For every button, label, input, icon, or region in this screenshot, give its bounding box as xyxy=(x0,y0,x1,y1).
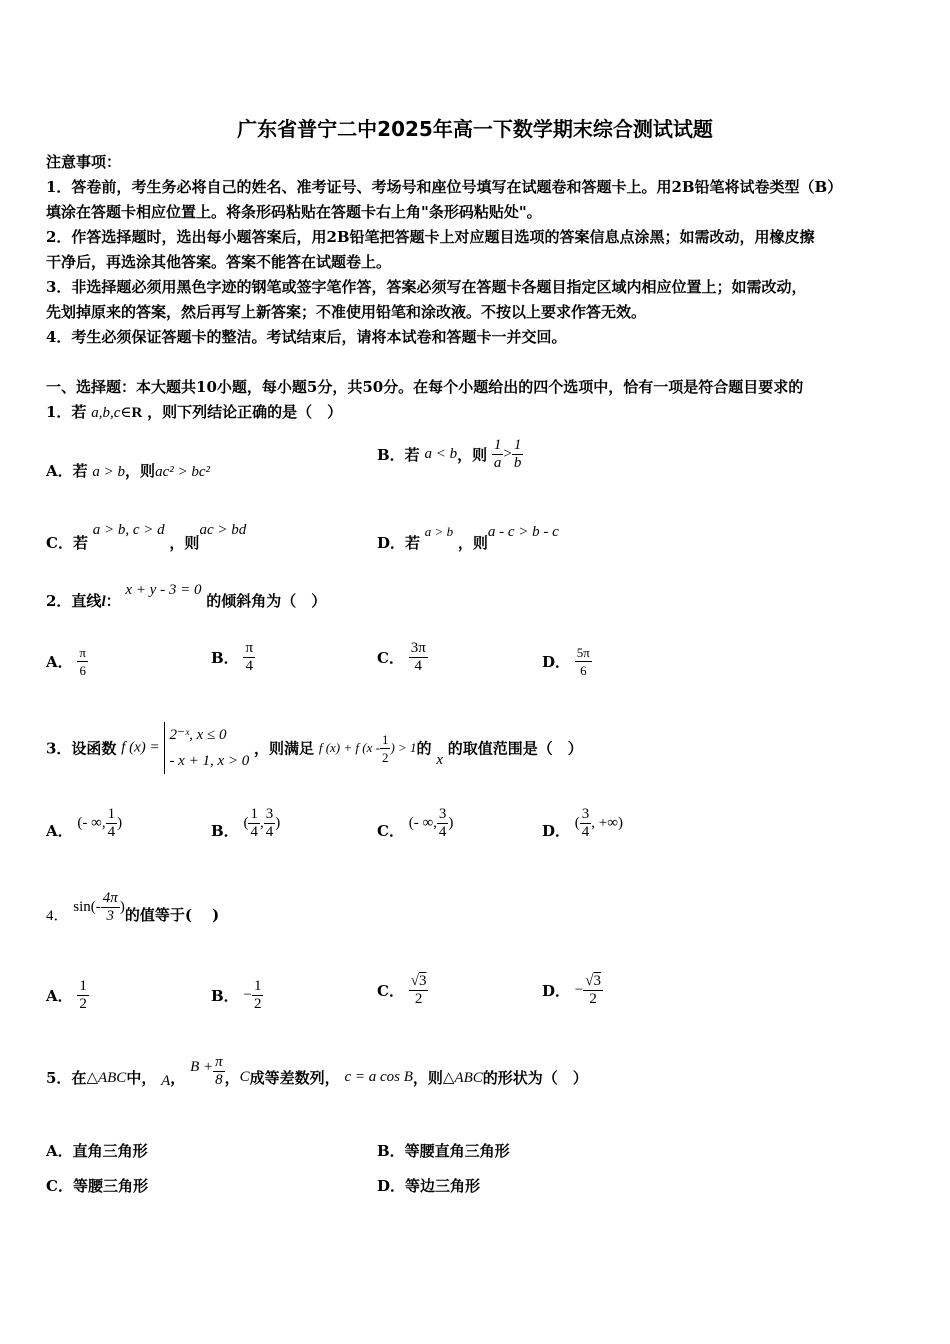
q1-b-mid: ，则 xyxy=(457,446,488,464)
q4-option-a[interactable] xyxy=(46,978,89,1013)
q2-equation: x + y - 3 = 0 xyxy=(125,582,202,598)
notice-item1-line1: 1．答卷前，考生务必将自己的姓名、准考证号、考场号和座位号填写在试题卷和答题卡上。用2B铅笔将试卷类型（B） xyxy=(46,178,843,196)
q4-b-minus: − xyxy=(243,987,252,1003)
notice-heading: 注意事项： xyxy=(46,153,122,171)
q3-b-label: B． xyxy=(211,822,239,840)
q2-b-label: B． xyxy=(211,649,239,667)
q5-A: A xyxy=(161,1073,171,1089)
q4-d-minus: − xyxy=(574,982,584,998)
notice-item2-line2: 干净后，再选涂其他答案。答案不能答在试题卷上。 xyxy=(46,253,392,271)
q1-a-cond: a > b xyxy=(92,464,126,480)
q2-d-frac: $\frac{5\pi}{6}$ xyxy=(576,645,590,678)
q3-mid: ，则满足 xyxy=(254,739,315,758)
q2-d-label: D． xyxy=(542,653,571,671)
q5-tail: 的形状为（ ） xyxy=(482,1069,588,1087)
q3-a-frac: $\frac{1}{4}$ xyxy=(107,806,116,840)
question-5 xyxy=(46,1054,588,1095)
q4-a-frac: $\frac{1}{2}$ xyxy=(79,978,87,1012)
q5-seq: 成等差数列， xyxy=(249,1069,340,1087)
q3-num: 3．设函数 xyxy=(46,739,117,758)
q2-option-a[interactable] xyxy=(46,644,88,679)
q4-frac: $\frac{4\pi}{3}$ xyxy=(102,890,118,924)
q1-b-frac-right: $\frac{1}{b}$ xyxy=(513,437,522,471)
q4-a-label: A． xyxy=(46,987,73,1005)
q3-tail: 的取值范围是（ ） xyxy=(447,739,583,758)
q5-option-b[interactable]: B．等腰直角三角形 xyxy=(377,1142,510,1160)
notice-item3-line1: 3．非选择题必须用黑色字迹的钢笔或签字笔作答，答案必须写在答题卡各题目指定区域内相应位置上；如需改动， xyxy=(46,278,807,296)
notice-item4: 4．考生必须保证答题卡的整洁。考试结束后，请将本试卷和答题卡一并交回。 xyxy=(46,328,567,346)
q4-tail: 的值等于( ) xyxy=(124,906,220,924)
page-title: 广东省普宁二中2025年高一下数学期末综合测试试题 xyxy=(237,117,713,141)
q3-option-a[interactable]: A． (- ∞, $\frac{1}{4}$ ) xyxy=(46,806,123,840)
question-2 xyxy=(46,582,327,611)
q4-c-label: C． xyxy=(377,982,404,1000)
question-4: 4． sin(- $\frac{4\pi}{3}$ )的值等于( ) xyxy=(46,890,220,924)
q3-option-b[interactable]: B． ( $\frac{1}{4}$ , $\frac{3}{4}$ ) xyxy=(211,806,281,840)
q3-piecewise: 2⁻ˣ, x ≤ 0 - x + 1, x > 0 xyxy=(164,722,249,774)
q2-c-frac: $\frac{3\pi}{4}$ xyxy=(410,640,426,674)
q5-C: C xyxy=(239,1069,250,1085)
q1-c-label: C．若 xyxy=(46,534,88,552)
question-1 xyxy=(46,401,342,422)
q1-d-result: a - c > b - c xyxy=(487,524,559,540)
q5-B: B + xyxy=(190,1059,214,1075)
q3-x: x xyxy=(436,751,444,768)
q5-option-d[interactable]: D．等边三角形 xyxy=(377,1177,481,1195)
q1-d-cond: a > b xyxy=(424,524,454,539)
q1-option-c[interactable] xyxy=(46,518,247,552)
q2-l: l xyxy=(101,594,106,610)
q2-c-label: C． xyxy=(377,649,404,667)
q3-option-d[interactable]: D． ( $\frac{3}{4}$ , +∞) xyxy=(542,806,623,840)
q3-option-c[interactable]: C． (- ∞, $\frac{3}{4}$ ) xyxy=(377,806,454,840)
q1-c-mid: ，则 xyxy=(169,534,200,552)
q5-option-a[interactable]: A．直角三角形 xyxy=(46,1142,148,1160)
q1-b-frac-left: $\frac{1}{a}$ xyxy=(493,437,502,471)
q1-c-result: ac > bd xyxy=(199,522,247,538)
q2-a-frac: $\frac{\pi}{6}$ xyxy=(79,645,86,678)
q5-equation: c = a cos B xyxy=(344,1069,413,1085)
q4-num: 4． xyxy=(46,908,69,924)
q4-option-c[interactable] xyxy=(377,973,428,1008)
q4-b-label: B． xyxy=(211,987,239,1005)
q3-c-label: C． xyxy=(377,822,404,840)
question-3 xyxy=(46,722,583,774)
q1-cond: a,b,c∈ xyxy=(91,405,132,421)
q4-expr: sin(- xyxy=(73,899,101,915)
q1-R: R xyxy=(131,405,143,421)
q5-then: ，则 xyxy=(412,1069,443,1087)
q3-inequality-end: ) > 1 xyxy=(390,740,417,755)
q2-num: 2．直线 xyxy=(46,592,102,610)
q1-a-result: ac² > bc² xyxy=(155,464,210,480)
q1-a-label: A．若 xyxy=(46,462,88,480)
notice-item2-line1: 2．作答选择题时，选出每小题答案后，用2B铅笔把答题卡上对应题目选项的答案信息点涂黑；如需改动，用橡皮擦 xyxy=(46,228,815,246)
q1-num: 1．若 xyxy=(46,403,87,421)
q2-tail: 的倾斜角为（ ） xyxy=(206,592,327,610)
q5-triangle: △ABC xyxy=(86,1070,127,1086)
q1-option-b[interactable]: B．若 a < b，则 $\frac{1}{a}$ > $\frac{1}{b}$ xyxy=(377,437,522,471)
q5-option-c[interactable]: C．等腰三角形 xyxy=(46,1177,148,1195)
q4-option-b[interactable] xyxy=(211,978,263,1013)
q2-b-frac: $\frac{\pi}{4}$ xyxy=(245,640,254,674)
q2-option-d[interactable] xyxy=(542,644,592,679)
q5-comma2: ， xyxy=(224,1069,240,1087)
q3-de: 的 xyxy=(416,739,432,758)
q5-comma1: ， xyxy=(170,1069,186,1087)
q5-num: 5．在 xyxy=(46,1069,87,1087)
q4-d-frac: $\frac{√3}{2}$ xyxy=(585,973,601,1007)
q3-inequality: f (x) + f (x - xyxy=(318,740,380,755)
q2-option-c[interactable] xyxy=(377,640,428,675)
q1-c-cond: a > b, c > d xyxy=(92,522,165,538)
q1-tail: ，则下列结论正确的是（ ） xyxy=(147,403,343,421)
q1-d-label: D．若 xyxy=(377,534,421,552)
q5-triangle-2: △ABC xyxy=(442,1070,483,1086)
q3-d-label: D． xyxy=(542,822,571,840)
q1-b-label: B．若 xyxy=(377,446,420,464)
q1-a-mid: ，则 xyxy=(125,462,156,480)
q5-zhong: 中， xyxy=(126,1069,157,1087)
q4-d-label: D． xyxy=(542,982,571,1000)
q2-colon: ： xyxy=(105,592,121,610)
q4-option-d[interactable] xyxy=(542,973,603,1008)
q1-option-a[interactable] xyxy=(46,460,210,481)
q1-option-d[interactable] xyxy=(377,520,559,552)
notice-item1-line2: 填涂在答题卡相应位置上。将条形码粘贴在答题卡右上角"条形码粘贴处"。 xyxy=(46,203,542,221)
q1-b-cond: a < b xyxy=(424,446,458,462)
q4-b-frac: $\frac{1}{2}$ xyxy=(253,978,262,1012)
q3-half: $\frac{1}{2}$ xyxy=(381,731,389,765)
q5-frac: $\frac{\pi}{8}$ xyxy=(215,1054,223,1088)
notice-item3-line2: 先划掉原来的答案，然后再写上新答案；不准使用铅笔和涂改液。不按以上要求作答无效。 xyxy=(46,303,647,321)
q2-option-b[interactable] xyxy=(211,640,255,675)
section-heading: 一、选择题：本大题共10小题，每小题5分，共50分。在每个小题给出的四个选项中，恰有一项是符合题目要求的 xyxy=(46,378,804,396)
q3-a-label: A． xyxy=(46,822,73,840)
q4-c-frac: $\frac{√3}{2}$ xyxy=(410,973,427,1007)
q3-fx: f (x) = xyxy=(121,739,160,756)
q2-a-label: A． xyxy=(46,653,73,671)
q1-d-mid: ，则 xyxy=(457,534,488,552)
